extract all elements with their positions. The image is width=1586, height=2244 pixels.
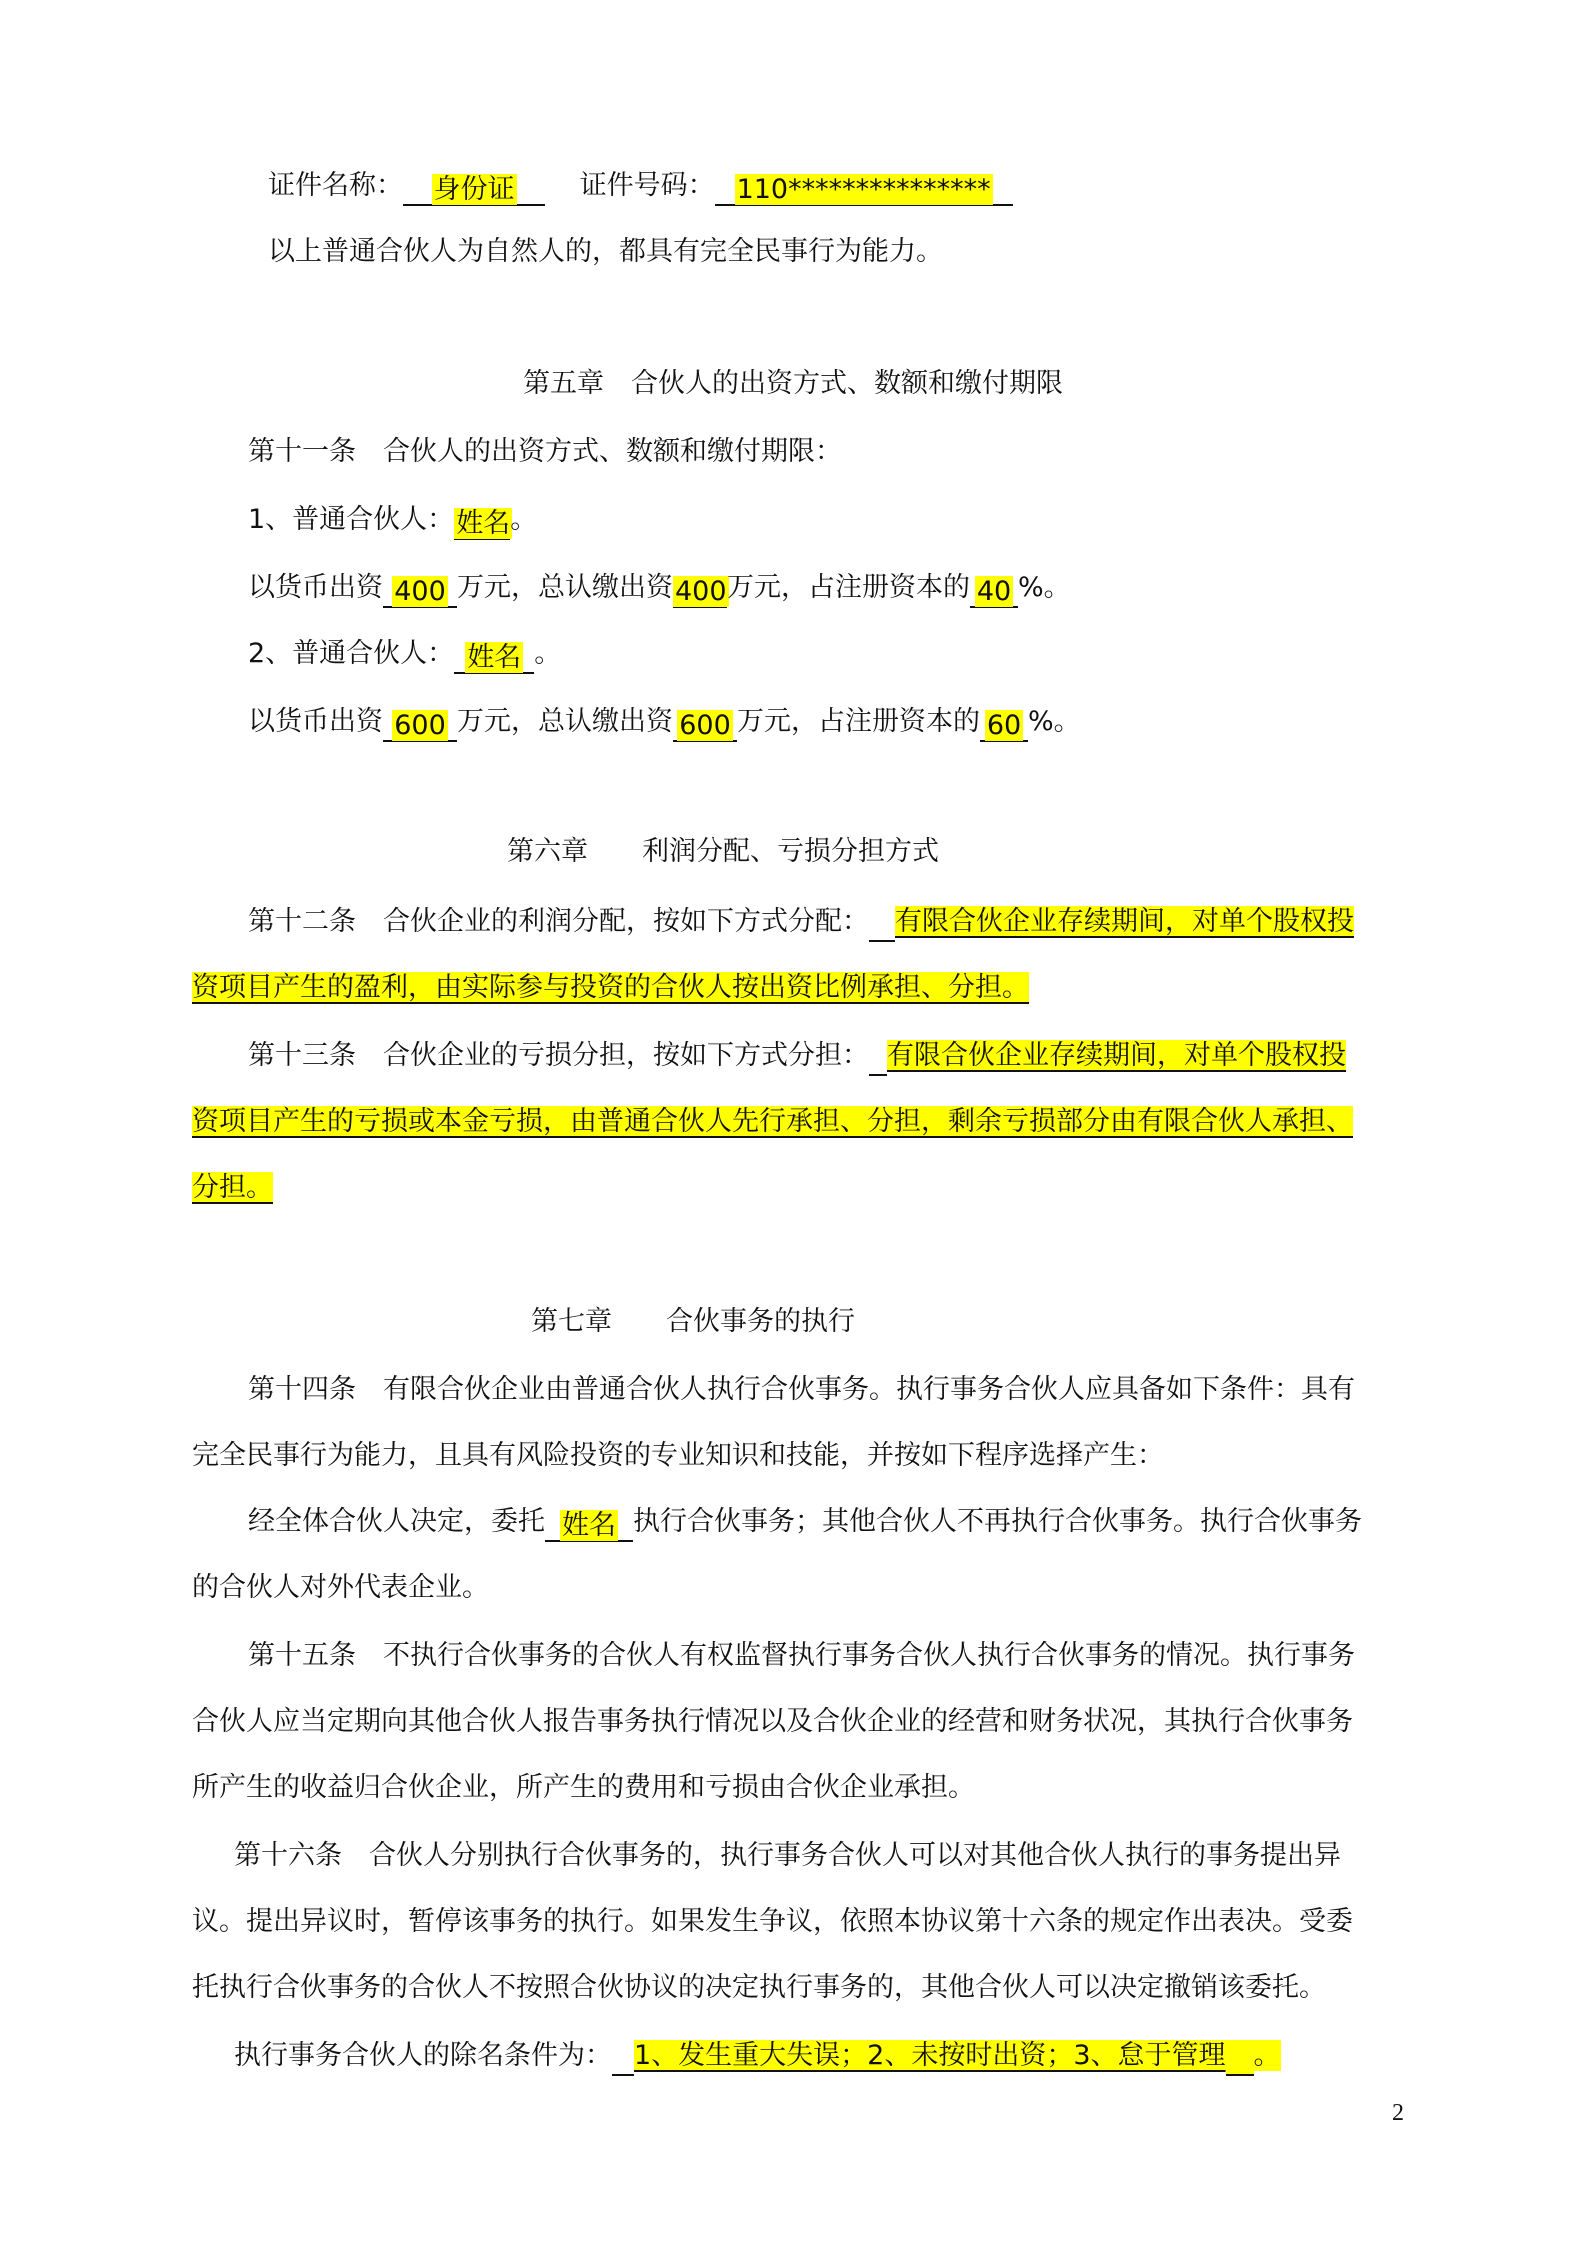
article-12-rule-part-2: 资项目产生的盈利，由实际参与投资的合伙人按出资比例承担、分担。 xyxy=(192,972,1029,1003)
chapter-6-title: 第六章 利润分配、亏损分担方式 xyxy=(507,836,939,867)
article-14-line-1: 第十四条 有限合伙企业由普通合伙人执行合伙事务。执行事务合伙人应具备如下条件：具有 xyxy=(248,1374,1355,1405)
removal-suffix: 。 xyxy=(1253,2040,1281,2071)
partner-2-total-blank xyxy=(673,706,737,742)
removal-conditions-line xyxy=(234,2036,1281,2076)
contribution-text: 以货币出资 xyxy=(248,572,383,603)
article-16-line-2: 议。提出异议时，暂停该事务的执行。如果发生争议，依照本协议第十六条的规定作出表决。受委 xyxy=(192,1906,1353,1937)
id-number-blank xyxy=(715,170,1013,206)
contribution-text: 万元，占注册资本的 xyxy=(727,572,970,603)
article-13-intro: 第十三条 合伙企业的亏损分担，按如下方式分担： xyxy=(248,1040,869,1071)
article-13-rule-part-3: 分担。 xyxy=(192,1172,273,1203)
article-13-line-1 xyxy=(248,1036,1346,1076)
article-14-entrust-text-2: 执行合伙事务；其他合伙人不再执行合伙事务。执行合伙事务 xyxy=(633,1506,1362,1537)
article-13-rule-part-1: 有限合伙企业存续期间，对单个股权投 xyxy=(887,1040,1346,1071)
contribution-text: %。 xyxy=(1018,572,1071,603)
partner-2-suffix: 。 xyxy=(534,638,562,669)
partner-2-label: 2、普通合伙人： xyxy=(248,638,455,669)
id-type-label: 证件名称： xyxy=(268,170,403,201)
capacity-statement: 以上普通合伙人为自然人的，都具有完全民事行为能力。 xyxy=(268,236,943,267)
partner-2-contribution xyxy=(248,702,1081,742)
partner-1-percent: 40 xyxy=(976,576,1012,607)
id-type-blank xyxy=(403,170,545,206)
article-13-rule-part-2: 资项目产生的亏损或本金亏损，由普通合伙人先行承担、分担，剩余亏损部分由有限合伙人承担、 xyxy=(192,1106,1353,1137)
page-number: 2 xyxy=(1392,2100,1404,2126)
article-15-line-1: 第十五条 不执行合伙事务的合伙人有权监督执行事务合伙人执行合伙事务的情况。执行事务 xyxy=(248,1640,1355,1671)
article-14-line-3 xyxy=(248,1502,1362,1542)
partner-1-line xyxy=(248,500,537,540)
partner-1-label: 1、普通合伙人： xyxy=(248,504,455,535)
contribution-text: 以货币出资 xyxy=(248,706,383,737)
partner-1-suffix: 。 xyxy=(510,504,538,535)
partner-1-name-blank xyxy=(454,504,510,540)
article-12-rule-part-1: 有限合伙企业存续期间，对单个股权投 xyxy=(895,906,1354,937)
partner-2-line xyxy=(248,634,561,674)
article-13-line-2 xyxy=(192,1102,1353,1142)
id-number-label: 证件号码： xyxy=(579,170,715,201)
partner-2-name-blank xyxy=(454,638,534,674)
article-12-line-2 xyxy=(192,968,1029,1008)
article-12-line-1 xyxy=(248,902,1354,942)
partner-1-amount: 400 xyxy=(394,576,446,607)
partner-2-percent-blank xyxy=(980,706,1028,742)
removal-label: 执行事务合伙人的除名条件为： xyxy=(234,2040,612,2071)
article-14-line-4: 的合伙人对外代表企业。 xyxy=(192,1572,489,1603)
id-type-value: 身份证 xyxy=(433,174,515,205)
partner-2-total: 600 xyxy=(679,710,731,741)
contribution-text: 万元，占注册资本的 xyxy=(737,706,980,737)
removal-conditions: 1、发生重大失误；2、未按时出资；3、怠于管理 xyxy=(634,2040,1226,2071)
contribution-text: 万元，总认缴出资 xyxy=(457,706,673,737)
partner-2-name: 姓名 xyxy=(467,642,522,673)
partner-2-percent: 60 xyxy=(986,710,1022,741)
article-15-line-2: 合伙人应当定期向其他合伙人报告事务执行情况以及合伙企业的经营和财务状况，其执行合伙事务 xyxy=(192,1706,1353,1737)
article-15-line-3: 所产生的收益归合伙企业，所产生的费用和亏损由合伙企业承担。 xyxy=(192,1772,975,1803)
partner-1-contribution xyxy=(248,568,1071,608)
article-16-line-1: 第十六条 合伙人分别执行合伙事务的，执行事务合伙人可以对其他合伙人执行的事务提出异 xyxy=(234,1840,1341,1871)
executive-partner-name: 姓名 xyxy=(562,1510,616,1541)
contribution-text: %。 xyxy=(1028,706,1081,737)
partner-1-total-blank xyxy=(673,572,727,608)
article-12-intro: 第十二条 合伙企业的利润分配，按如下方式分配： xyxy=(248,906,869,937)
contribution-text: 万元，总认缴出资 xyxy=(457,572,673,603)
chapter-7-title: 第七章 合伙事务的执行 xyxy=(531,1306,855,1337)
partner-1-percent-blank xyxy=(970,572,1018,608)
executive-partner-blank xyxy=(545,1506,633,1542)
partner-2-amount-blank xyxy=(383,706,457,742)
partner-2-amount: 600 xyxy=(394,710,446,741)
partner-1-name: 姓名 xyxy=(456,508,511,539)
id-number-value: 110*************** xyxy=(736,174,991,205)
chapter-5-title: 第五章 合伙人的出资方式、数额和缴付期限 xyxy=(523,368,1063,399)
article-14-entrust-text: 经全体合伙人决定，委托 xyxy=(248,1506,545,1537)
partner-1-amount-blank xyxy=(383,572,457,608)
article-16-line-3: 托执行合伙事务的合伙人不按照合伙协议的决定执行事务的，其他合伙人可以决定撤销该委托。 xyxy=(192,1972,1326,2003)
partner-1-total: 400 xyxy=(675,576,727,607)
id-line xyxy=(268,166,1013,206)
article-11: 第十一条 合伙人的出资方式、数额和缴付期限： xyxy=(248,436,842,467)
article-14-line-2: 完全民事行为能力，且具有风险投资的专业知识和技能，并按如下程序选择产生： xyxy=(192,1440,1164,1471)
article-13-line-3 xyxy=(192,1168,273,1208)
